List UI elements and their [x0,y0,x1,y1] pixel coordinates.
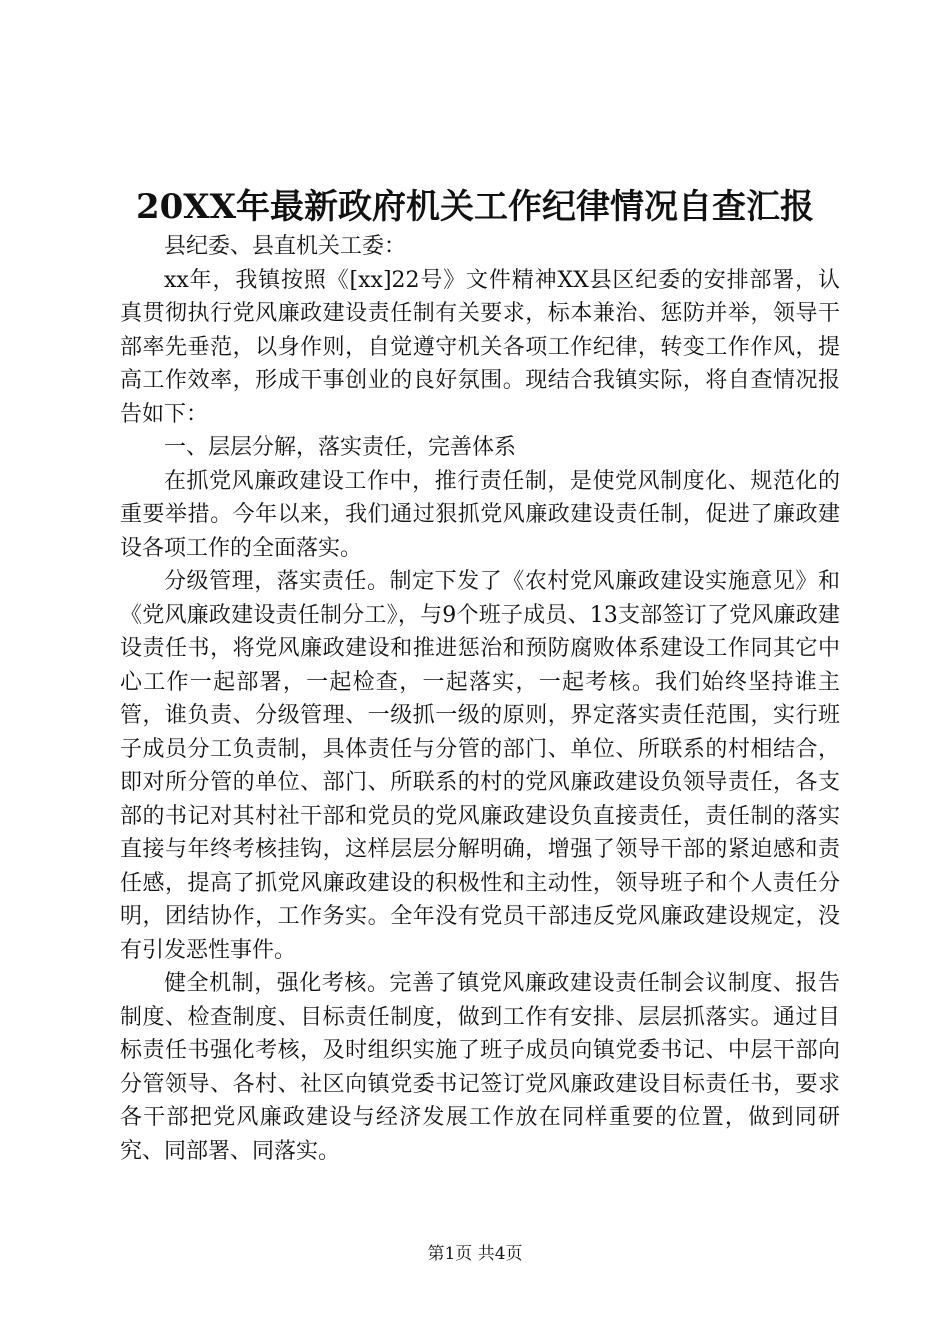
page-footer: 第1页 共4页 [427,1244,523,1264]
body-paragraph: 分级管理，落实责任。制定下发了《农村党风廉政建设实施意见》和《党风廉政建设责任制分工》，与9个班子成员、13支部签订了党风廉政建设责任书，将党风廉政建设和推进惩治和预防腐败体系建设工作同其它中心工作一起部署，一起检查，一起落实，一起考核。我们始终坚持谁主管，谁负责、分级管理、一级抓一级的原则，界定落实责任范围，实行班子成员分工负责制，具体责任与分管的部门、单位、所联系的村相结合，即对所分管的单位、部门、所联系的村的党风廉政建设负领导责任，各支部的书记对其村社干部和党员的党风廉政建设负直接责任，责任制的落实直接与年终考核挂钩，这样层层分解明确，增强了领导干部的紧迫感和责任感，提高了抓党风廉政建设的积极性和主动性，领导班子和个人责任分明，团结协作，工作务实。全年没有党员干部违反党风廉政建设规定，没有引发恶性事件。 [120,569,840,963]
body-paragraph: 在抓党风廉政建设工作中，推行责任制，是使党风制度化、规范化的重要举措。今年以来，我们通过狠抓党风廉政建设责任制，促进了廉政建设各项工作的全面落实。 [120,468,840,561]
addressee-paragraph: 县纪委、县直机关工委： [164,234,407,259]
intro-paragraph: xx年，我镇按照《[xx]22号》文件精神XX县区纪委的安排部署，认真贯彻执行党风廉政建设责任制有关要求，标本兼治、惩防并举，领导干部率先垂范，以身作则，自觉遵守机关各项工作纪律，转变工作作风，提高工作效率，形成干事创业的良好氛围。现结合我镇实际，将自查情况报告如下： [120,267,840,427]
document-title: 20XX年最新政府机关工作纪律情况自查汇报 [135,187,815,227]
section-heading: 一、层层分解，落实责任，完善体系 [164,435,517,460]
body-paragraph: 健全机制，强化考核。完善了镇党风廉政建设责任制会议制度、报告制度、检查制度、目标责任制度，做到工作有安排、层层抓落实。通过目标责任书强化考核，及时组织实施了班子成员向镇党委书记、中层干部向分管领导、各村、社区向镇党委书记签订党风廉政建设目标责任书，要求各干部把党风廉政建设与经济发展工作放在同样重要的位置，做到同研究、同部署、同落实。 [120,971,840,1164]
document-body [120,230,840,1168]
